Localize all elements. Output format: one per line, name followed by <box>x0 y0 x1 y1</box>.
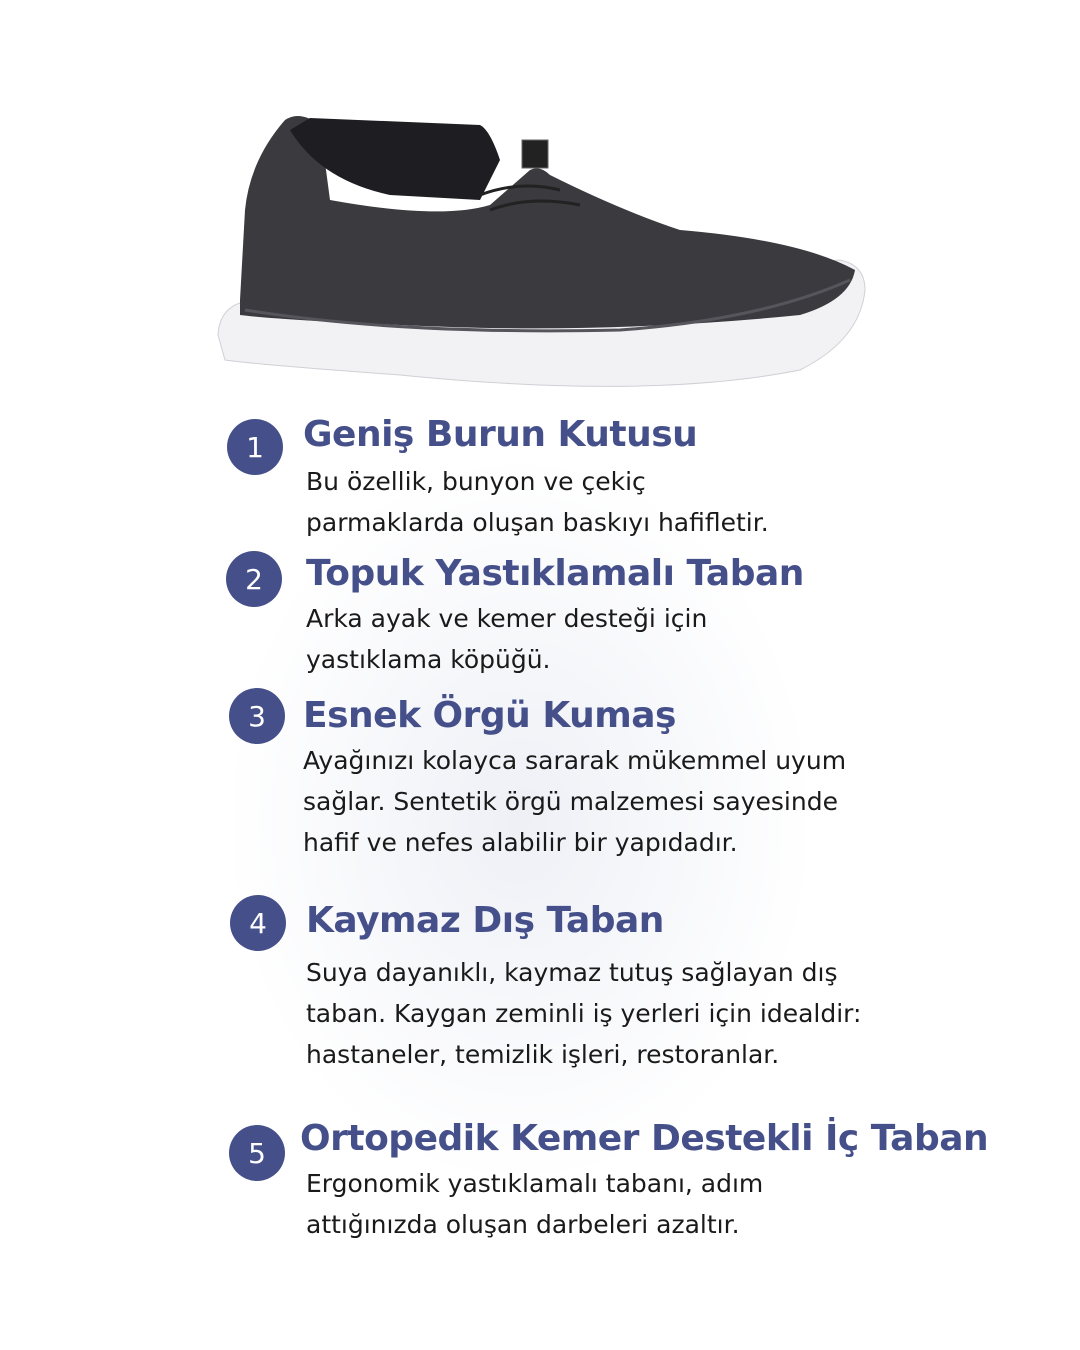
feature-description <box>306 952 861 1075</box>
shoe-product-image <box>200 100 900 400</box>
number-badge: 2 <box>226 551 282 607</box>
description-line: hafif ve nefes alabilir bir yapıdadır. <box>303 828 738 857</box>
number-badge: 3 <box>229 688 285 744</box>
feature-description <box>303 740 846 863</box>
description-line: Suya dayanıklı, kaymaz tutuş sağlayan dış <box>306 958 838 987</box>
feature-title: Esnek Örgü Kumaş <box>303 695 676 736</box>
description-line: sağlar. Sentetik örgü malzemesi sayesinde <box>303 787 838 816</box>
number-badge: 5 <box>229 1125 285 1181</box>
feature-title: Topuk Yastıklamalı Taban <box>306 553 804 594</box>
feature-title: Geniş Burun Kutusu <box>303 414 698 455</box>
description-line: attığınızda oluşan darbeleri azaltır. <box>306 1210 740 1239</box>
description-line: taban. Kaygan zeminli iş yerleri için idealdir: <box>306 999 862 1028</box>
number-badge: 4 <box>230 895 286 951</box>
number-badge: 1 <box>227 419 283 475</box>
description-line: yastıklama köpüğü. <box>306 645 551 674</box>
feature-description <box>306 461 769 543</box>
description-line: Ayağınızı kolayca sararak mükemmel uyum <box>303 746 847 775</box>
description-line: Arka ayak ve kemer desteği için <box>306 604 708 633</box>
description-line: Ergonomik yastıklamalı tabanı, adım <box>306 1169 764 1198</box>
feature-description <box>306 1163 763 1245</box>
feature-title: Ortopedik Kemer Destekli İç Taban <box>300 1118 989 1159</box>
description-line: hastaneler, temizlik işleri, restoranlar. <box>306 1040 780 1069</box>
description-line: Bu özellik, bunyon ve çekiç <box>306 467 646 496</box>
feature-description <box>306 598 707 680</box>
description-line: parmaklarda oluşan baskıyı hafifletir. <box>306 508 769 537</box>
feature-title: Kaymaz Dış Taban <box>306 900 664 941</box>
